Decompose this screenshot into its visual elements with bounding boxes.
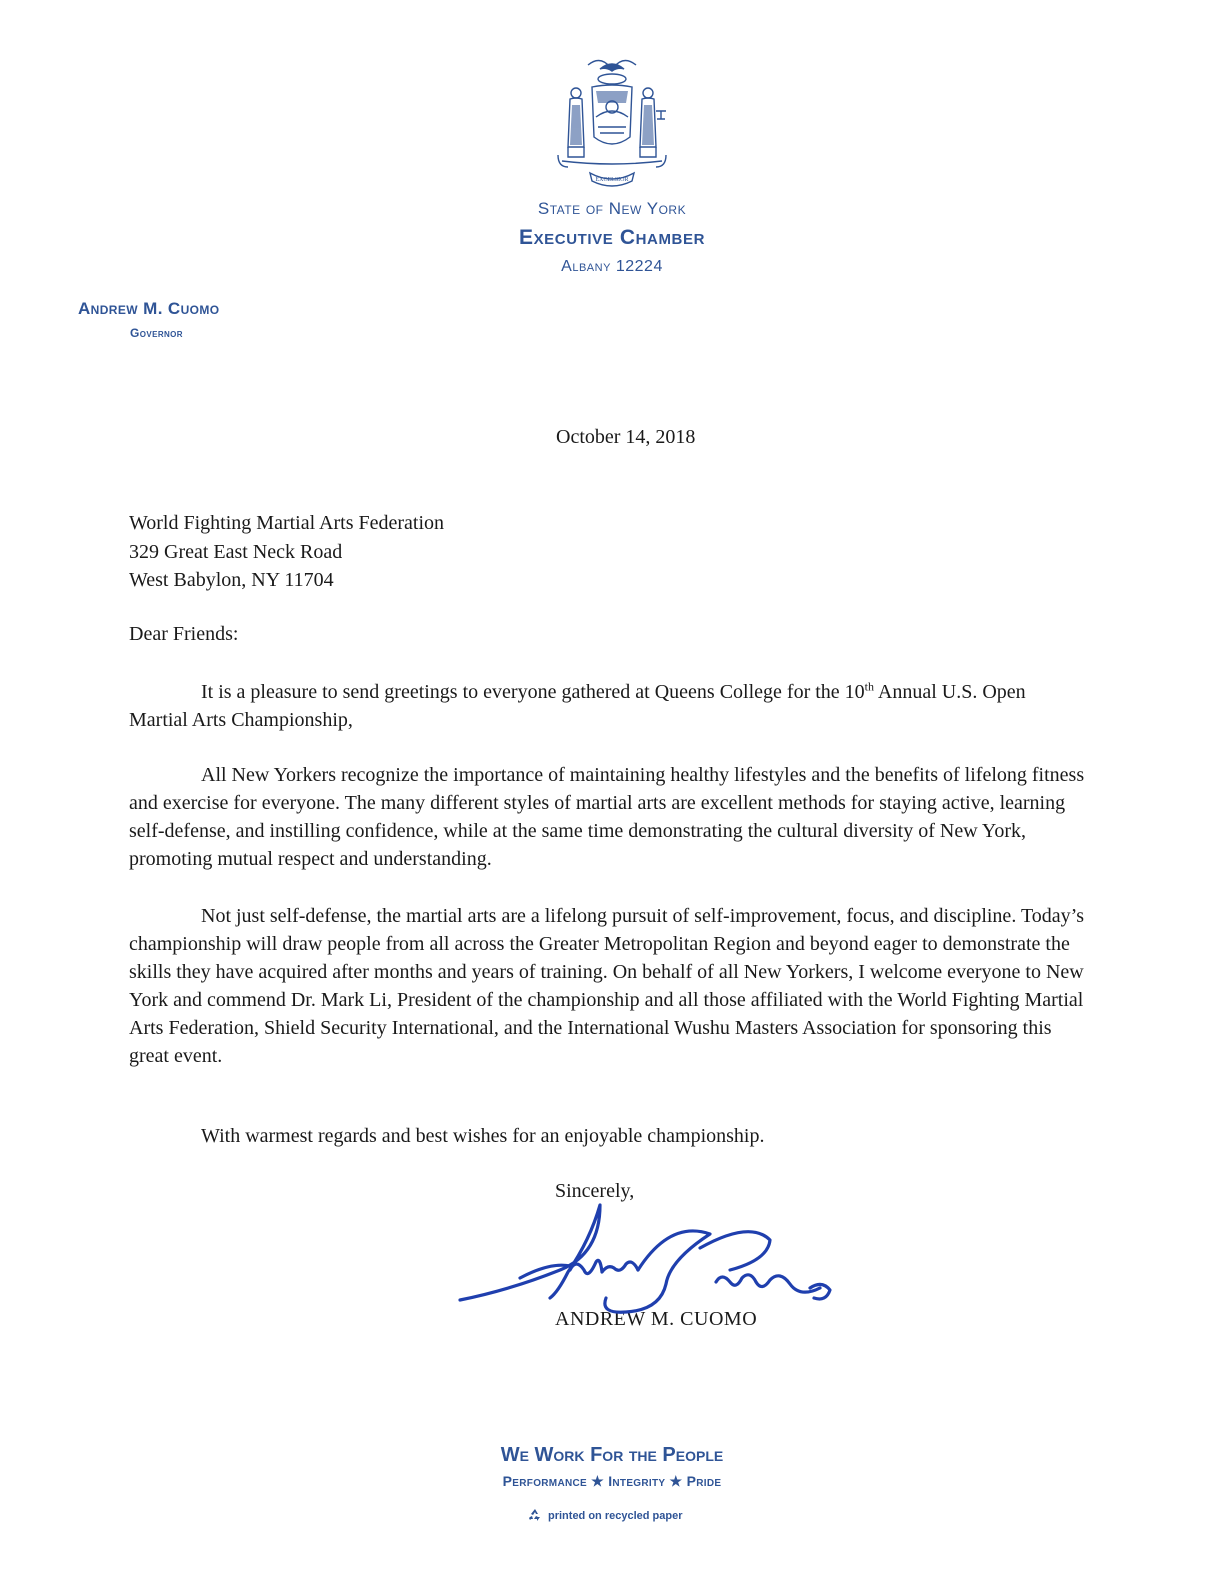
recycle-icon xyxy=(528,1508,542,1522)
footer-values: Performance ★ Integrity ★ Pride xyxy=(502,1473,722,1489)
executive-chamber-heading: Executive Chamber xyxy=(518,226,706,249)
recipient-line-1: World Fighting Martial Arts Federation xyxy=(129,512,445,534)
paragraph-1: It is a pleasure to send greetings to everyone gathered at Queens College for the 10th Annual U.S. Open Martial Arts Championship, xyxy=(129,679,1026,731)
footer-slogan: We Work For the People xyxy=(500,1444,724,1466)
state-seal-icon xyxy=(548,55,676,190)
sign-off: Sincerely, xyxy=(555,1180,635,1202)
greeting: Dear Friends: xyxy=(129,623,239,645)
governor-title: Governor xyxy=(130,326,183,340)
svg-text:EXCELSIOR: EXCELSIOR xyxy=(595,177,629,183)
recipient-line-2: 329 Great East Neck Road xyxy=(129,541,343,563)
closing-line: With warmest regards and best wishes for an enjoyable championship. xyxy=(201,1125,765,1147)
paragraph-3: Not just self-defense, the martial arts are a lifelong pursuit of self-improvement, focus, and discipline. Today’s championship will draw people from all across the Greater Metropolitan Region and beyond eager to demonstrate the skills they have acquired after months and years of training. On behalf of all New Yorkers, I welcome everyone to New York and commend Dr. Mark Li, President of the championship and all those affiliated with the World Fighting Martial Arts Federation, Shield Security International, and the International Wushu Masters Association for sponsoring this great event. xyxy=(129,905,1084,1067)
recipient-line-3: West Babylon, NY 11704 xyxy=(129,569,334,591)
handwritten-signature xyxy=(450,1200,840,1325)
state-heading: State of New York xyxy=(537,199,687,218)
paragraph-2: All New Yorkers recognize the importance of maintaining healthy lifestyles and the benefits of lifelong fitness and exercise for everyone. The many different styles of martial arts are excellent methods for staying active, learning self-defense, and instilling confidence, while at the same time demonstrating the cultural diversity of New York, promoting mutual respect and understanding. xyxy=(129,764,1085,870)
albany-address: Albany 12224 xyxy=(561,258,663,275)
signature-name: ANDREW M. CUOMO xyxy=(555,1308,758,1330)
letter-date: October 14, 2018 xyxy=(556,426,696,448)
recycled-paper-note: printed on recycled paper xyxy=(528,1508,682,1522)
governor-name: Andrew M. Cuomo xyxy=(78,299,220,318)
